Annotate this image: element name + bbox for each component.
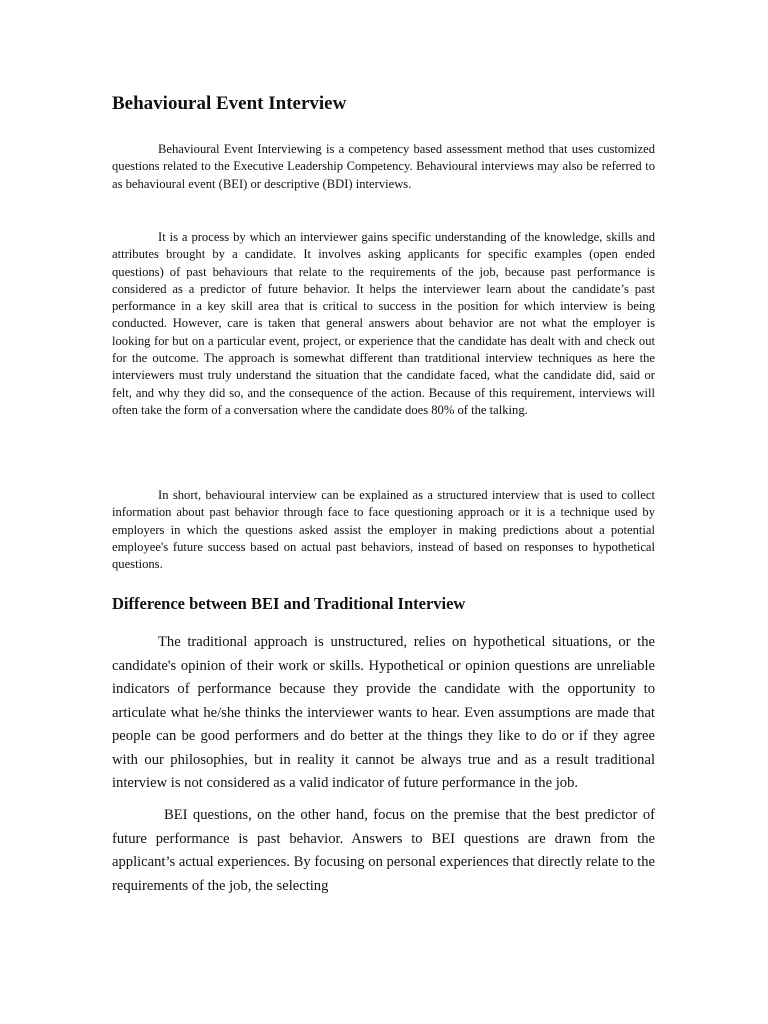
paragraph-traditional-approach: The traditional approach is unstructured, relies on hypothetical situations, or the candidate's opinion of their work or skills. Hypothetical or opinion questions are unreliable indicators of performance because they provide the candidate with the opportunity to articulate what he/she thinks the interviewer wants to hear. Even assumptions are made that people can be good performers and do better at the things they like to do or if they agree with our philosophies, but in reality it cannot be always true and as a result traditional interview is not considered as a valid indicator of future performance in the job. — [112, 634, 655, 791]
paragraph-process: It is a process by which an interviewer gains specific understanding of the knowledge, skills and attributes brought by a candidate. It involves asking applicants for specific examples (open ended questions) of past behaviours that relate to the requirements of the job, because past performance is considered as a predictor of future behavior. It helps the interviewer learn about the candidate’s past performance in a key skill area that is critical to success in the position for which interview is being conducted. However, care is taken that general answers about behavior are not what the employer is looking for but on a particular event, project, or experience that the candidate has dealt with and check out for the outcome. The approach is somewhat different than tratditional interview techniques as here the interviewers must truly understand the situation that the candidate faced, what the candidate did, said or felt, and why they did so, and the consequence of the action. Because of this requirement, interviews will often take the form of a conversation where the candidate does 80% of the talking. — [112, 230, 655, 417]
paragraph-bei-questions: BEI questions, on the other hand, focus on the premise that the best predictor of future performance is past behavior. Answers to BEI questions are drawn from the applicant’s actual experiences. By focusing on personal experiences that directly relate to the requirements of the job, the selecting — [112, 807, 655, 894]
document-title: Behavioural Event Interview — [112, 93, 347, 114]
paragraph-summary: In short, behavioural interview can be explained as a structured interview that is used to collect information about past behavior through face to face questioning approach or it is a technique used by employers in which the questions asked assist the employer in making predictions about a potential employee's future success based on actual past behaviors, instead of based on responses to hypothetical questions. — [112, 488, 655, 572]
paragraph-definition: Behavioural Event Interviewing is a competency based assessment method that uses customized questions related to the Executive Leadership Competency. Behavioural interviews may also be referred to as behavioural event (BEI) or descriptive (BDI) interviews. — [112, 142, 655, 191]
section-heading: Difference between BEI and Traditional Interview — [112, 594, 466, 613]
